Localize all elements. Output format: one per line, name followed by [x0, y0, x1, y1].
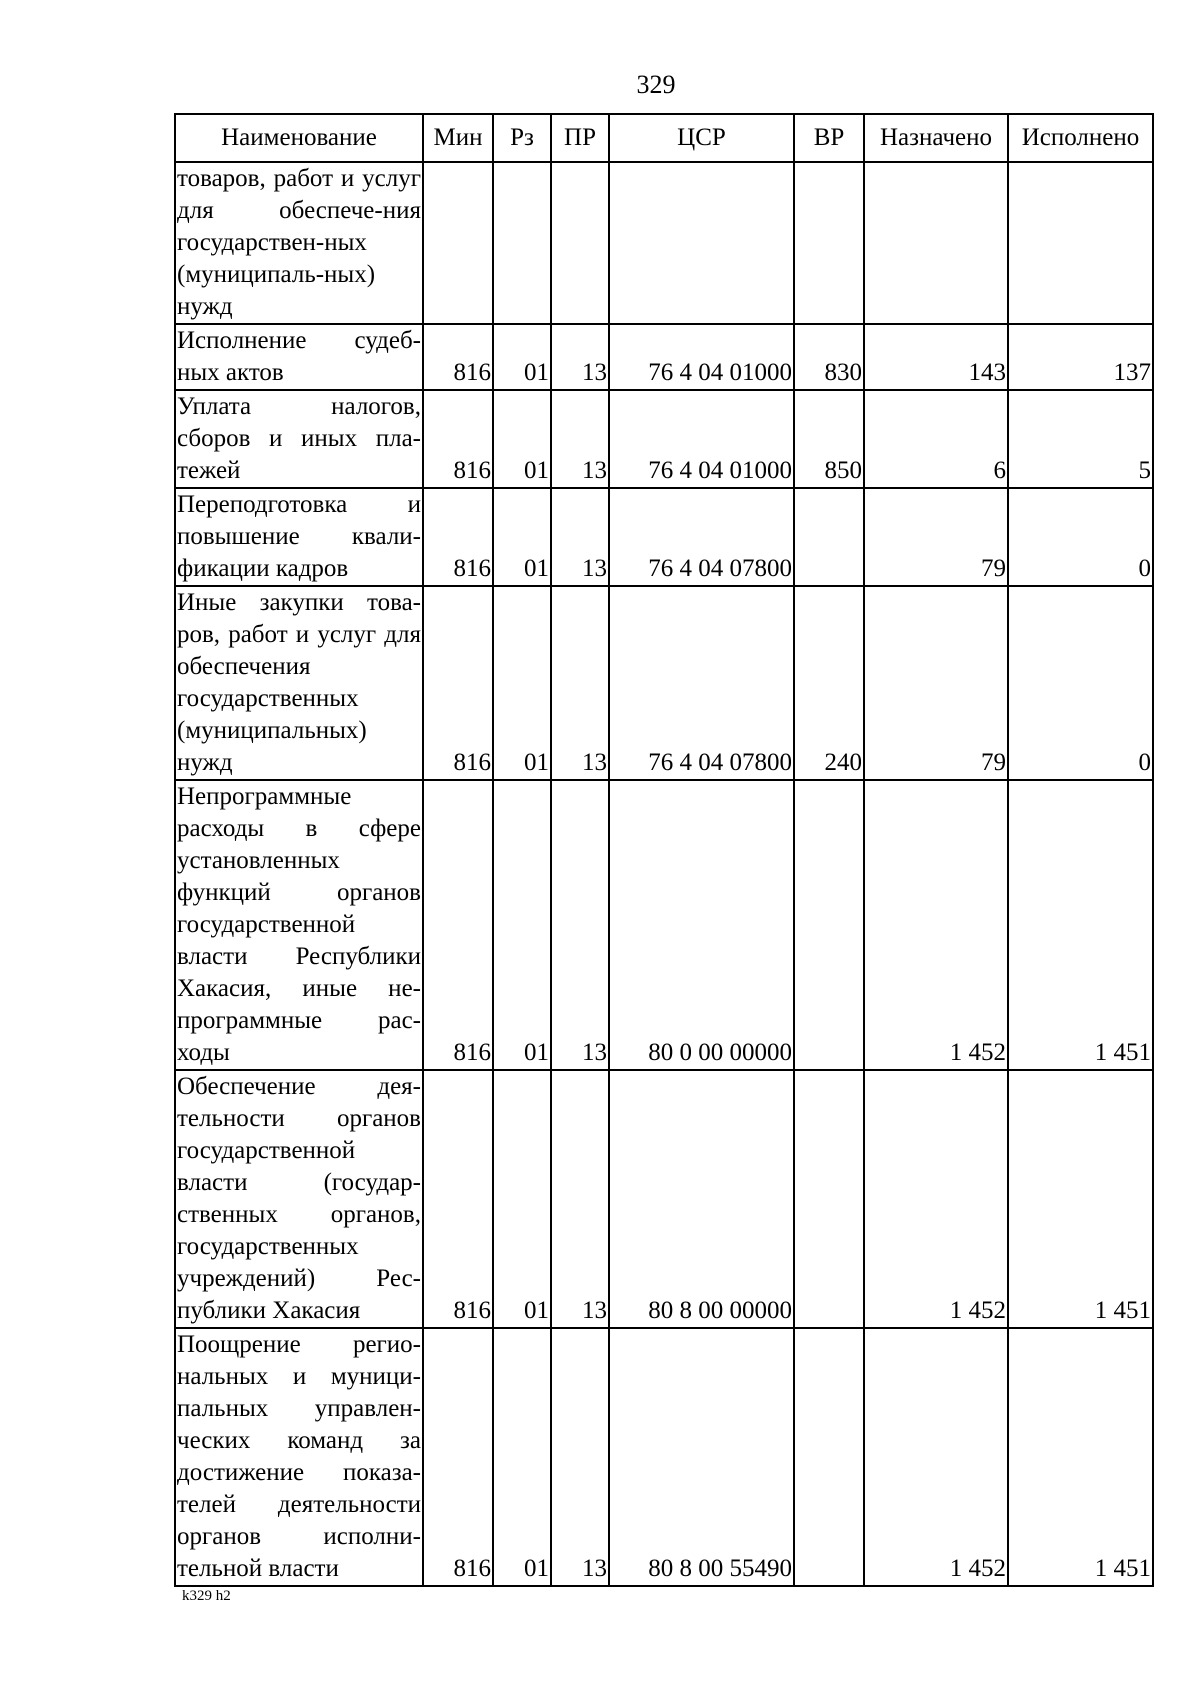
cell-vr: 850 [794, 390, 864, 488]
cell-vr [794, 162, 864, 324]
cell-rz: 01 [493, 586, 551, 780]
cell-assigned [864, 162, 1008, 324]
table-row [175, 390, 1153, 488]
cell-executed: 0 [1008, 488, 1153, 586]
cell-executed: 5 [1008, 390, 1153, 488]
cell-pr: 13 [551, 1070, 609, 1328]
table-row [175, 324, 1153, 390]
cell-vr [794, 1328, 864, 1586]
cell-executed: 1 451 [1008, 1328, 1153, 1586]
cell-csr: 80 8 00 00000 [609, 1070, 794, 1328]
cell-csr: 80 0 00 00000 [609, 780, 794, 1070]
cell-vr: 830 [794, 324, 864, 390]
cell-executed: 1 451 [1008, 1070, 1153, 1328]
cell-min: 816 [423, 390, 493, 488]
cell-executed [1008, 162, 1153, 324]
budget-execution-table [174, 113, 1154, 1587]
cell-name: Переподготовка и повышение квали-фикации кадров [175, 488, 423, 586]
cell-csr: 76 4 04 01000 [609, 324, 794, 390]
cell-min [423, 162, 493, 324]
header-vr: ВР [794, 114, 864, 162]
header-pr: ПР [551, 114, 609, 162]
header-name: Наименование [175, 114, 423, 162]
cell-assigned: 1 452 [864, 1328, 1008, 1586]
table-row [175, 162, 1153, 324]
cell-vr: 240 [794, 586, 864, 780]
cell-executed: 137 [1008, 324, 1153, 390]
cell-name: Поощрение регио-нальных и муници-пальных управлен-ческих команд за достижение показа-телей деятельности органов исполни-тельной власти [175, 1328, 423, 1586]
cell-name: Обеспечение дея-тельности органов государственной власти (государ-ственных органов, государственных учреждений) Рес-публики Хакасия [175, 1070, 423, 1328]
cell-rz [493, 162, 551, 324]
cell-pr: 13 [551, 390, 609, 488]
cell-name: Иные закупки това-ров, работ и услуг для обеспечения государственных (муниципальных) нужд [175, 586, 423, 780]
cell-min: 816 [423, 324, 493, 390]
cell-rz: 01 [493, 1070, 551, 1328]
cell-csr: 80 8 00 55490 [609, 1328, 794, 1586]
table-header-row [175, 114, 1153, 162]
cell-vr [794, 488, 864, 586]
cell-rz: 01 [493, 324, 551, 390]
cell-pr: 13 [551, 488, 609, 586]
cell-assigned: 79 [864, 586, 1008, 780]
table-row [175, 1328, 1153, 1586]
cell-min: 816 [423, 488, 493, 586]
cell-pr: 13 [551, 780, 609, 1070]
header-assigned: Назначено [864, 114, 1008, 162]
header-executed: Исполнено [1008, 114, 1153, 162]
cell-pr: 13 [551, 1328, 609, 1586]
cell-pr [551, 162, 609, 324]
cell-name: Непрограммные расходы в сфере установленных функций органов государственной власти Республики Хакасия, иные не-программные рас-ходы [175, 780, 423, 1070]
header-rz: Рз [493, 114, 551, 162]
page-number: 329 [636, 70, 676, 99]
cell-assigned: 143 [864, 324, 1008, 390]
table-row [175, 1070, 1153, 1328]
cell-assigned: 6 [864, 390, 1008, 488]
cell-csr [609, 162, 794, 324]
cell-assigned: 1 452 [864, 780, 1008, 1070]
cell-min: 816 [423, 1070, 493, 1328]
cell-rz: 01 [493, 488, 551, 586]
cell-min: 816 [423, 780, 493, 1070]
cell-pr: 13 [551, 324, 609, 390]
table-row [175, 586, 1153, 780]
table-row [175, 780, 1153, 1070]
footer-code: k329 h2 [182, 1588, 231, 1604]
cell-pr: 13 [551, 586, 609, 780]
cell-assigned: 1 452 [864, 1070, 1008, 1328]
table-row [175, 488, 1153, 586]
cell-rz: 01 [493, 780, 551, 1070]
header-min: Мин [423, 114, 493, 162]
header-csr: ЦСР [609, 114, 794, 162]
cell-assigned: 79 [864, 488, 1008, 586]
cell-name: товаров, работ и услуг для обеспече-ния государствен-ных (муниципаль-ных) нужд [175, 162, 423, 324]
cell-executed: 0 [1008, 586, 1153, 780]
cell-executed: 1 451 [1008, 780, 1153, 1070]
cell-rz: 01 [493, 1328, 551, 1586]
cell-vr [794, 780, 864, 1070]
table-body [175, 162, 1153, 1586]
cell-name: Уплата налогов, сборов и иных пла-тежей [175, 390, 423, 488]
cell-min: 816 [423, 586, 493, 780]
cell-name: Исполнение судеб-ных актов [175, 324, 423, 390]
cell-min: 816 [423, 1328, 493, 1586]
cell-vr [794, 1070, 864, 1328]
cell-csr: 76 4 04 07800 [609, 586, 794, 780]
cell-csr: 76 4 04 07800 [609, 488, 794, 586]
cell-rz: 01 [493, 390, 551, 488]
cell-csr: 76 4 04 01000 [609, 390, 794, 488]
